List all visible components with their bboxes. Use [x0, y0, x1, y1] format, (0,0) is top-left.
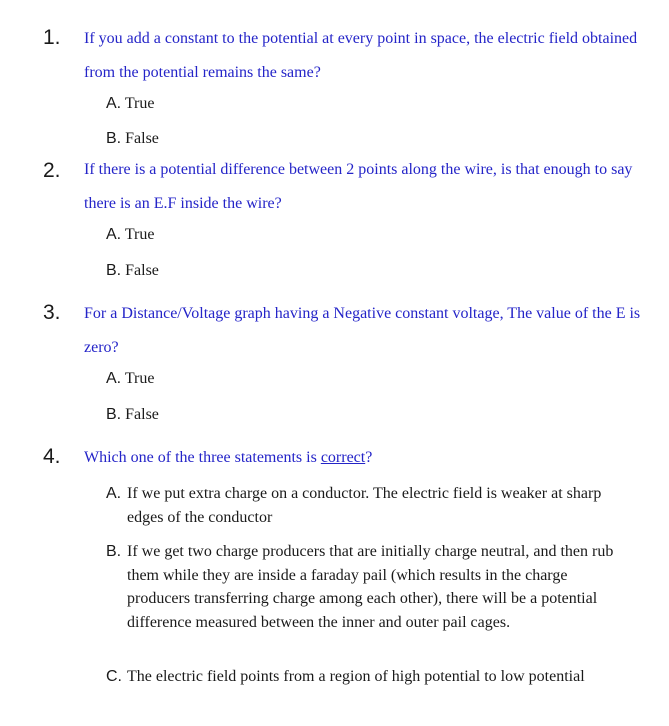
question-4-text-after: ?	[365, 449, 373, 466]
option-text: The electric field points from a region of high potential to low potential	[127, 668, 585, 685]
option-text: False	[125, 130, 159, 147]
question-2-text: If there is a potential difference between 2 points along the wire, is that enough to say there is an E.F inside the wire?	[84, 161, 633, 212]
option-letter: A.	[106, 485, 122, 502]
question-4-text-underlined: correct	[320, 449, 366, 466]
question-4-number: 4.	[43, 445, 61, 468]
question-1-number: 1.	[43, 26, 61, 49]
question-4-option-b	[106, 540, 626, 634]
option-letter: B.	[106, 130, 122, 147]
question-1-text: If you add a constant to the potential at every point in space, the electric field obtained from the potential remains the same?	[84, 30, 638, 81]
option-text: True	[124, 226, 155, 243]
option-text: False	[125, 406, 159, 423]
question-3-option-b	[106, 405, 159, 425]
option-letter: A.	[106, 370, 122, 387]
question-2-option-a	[106, 225, 154, 245]
option-letter: B.	[106, 262, 122, 279]
question-3-option-a	[106, 369, 154, 389]
question-2-number: 2.	[43, 159, 61, 182]
option-letter: C.	[106, 668, 122, 685]
option-text: False	[125, 262, 159, 279]
question-4-option-a	[106, 482, 626, 529]
option-letter: B.	[106, 543, 122, 560]
question-4-option-c	[106, 665, 626, 689]
option-text: If we put extra charge on a conductor. The electric field is weaker at sharp edges of the conductor	[127, 485, 602, 526]
question-1-option-a	[106, 94, 154, 114]
option-text: True	[124, 370, 155, 387]
question-3-text: For a Distance/Voltage graph having a Negative constant voltage, The value of the E is zero?	[84, 305, 641, 356]
question-3-number: 3.	[43, 301, 61, 324]
option-letter: A.	[106, 226, 122, 243]
option-text: True	[124, 95, 155, 112]
option-letter: A.	[106, 95, 122, 112]
question-4-text-before: Which one of the three statements is	[84, 449, 321, 466]
option-letter: B.	[106, 406, 122, 423]
question-4-text	[84, 441, 644, 475]
option-text: If we get two charge producers that are initially charge neutral, and then rub them while they are inside a faraday pail (which results in the charge producers transferring charge among each other), there will be a potential difference measured between the inner and outer pail cages.	[127, 543, 614, 631]
question-1-option-b	[106, 129, 159, 149]
question-2-option-b	[106, 261, 159, 281]
